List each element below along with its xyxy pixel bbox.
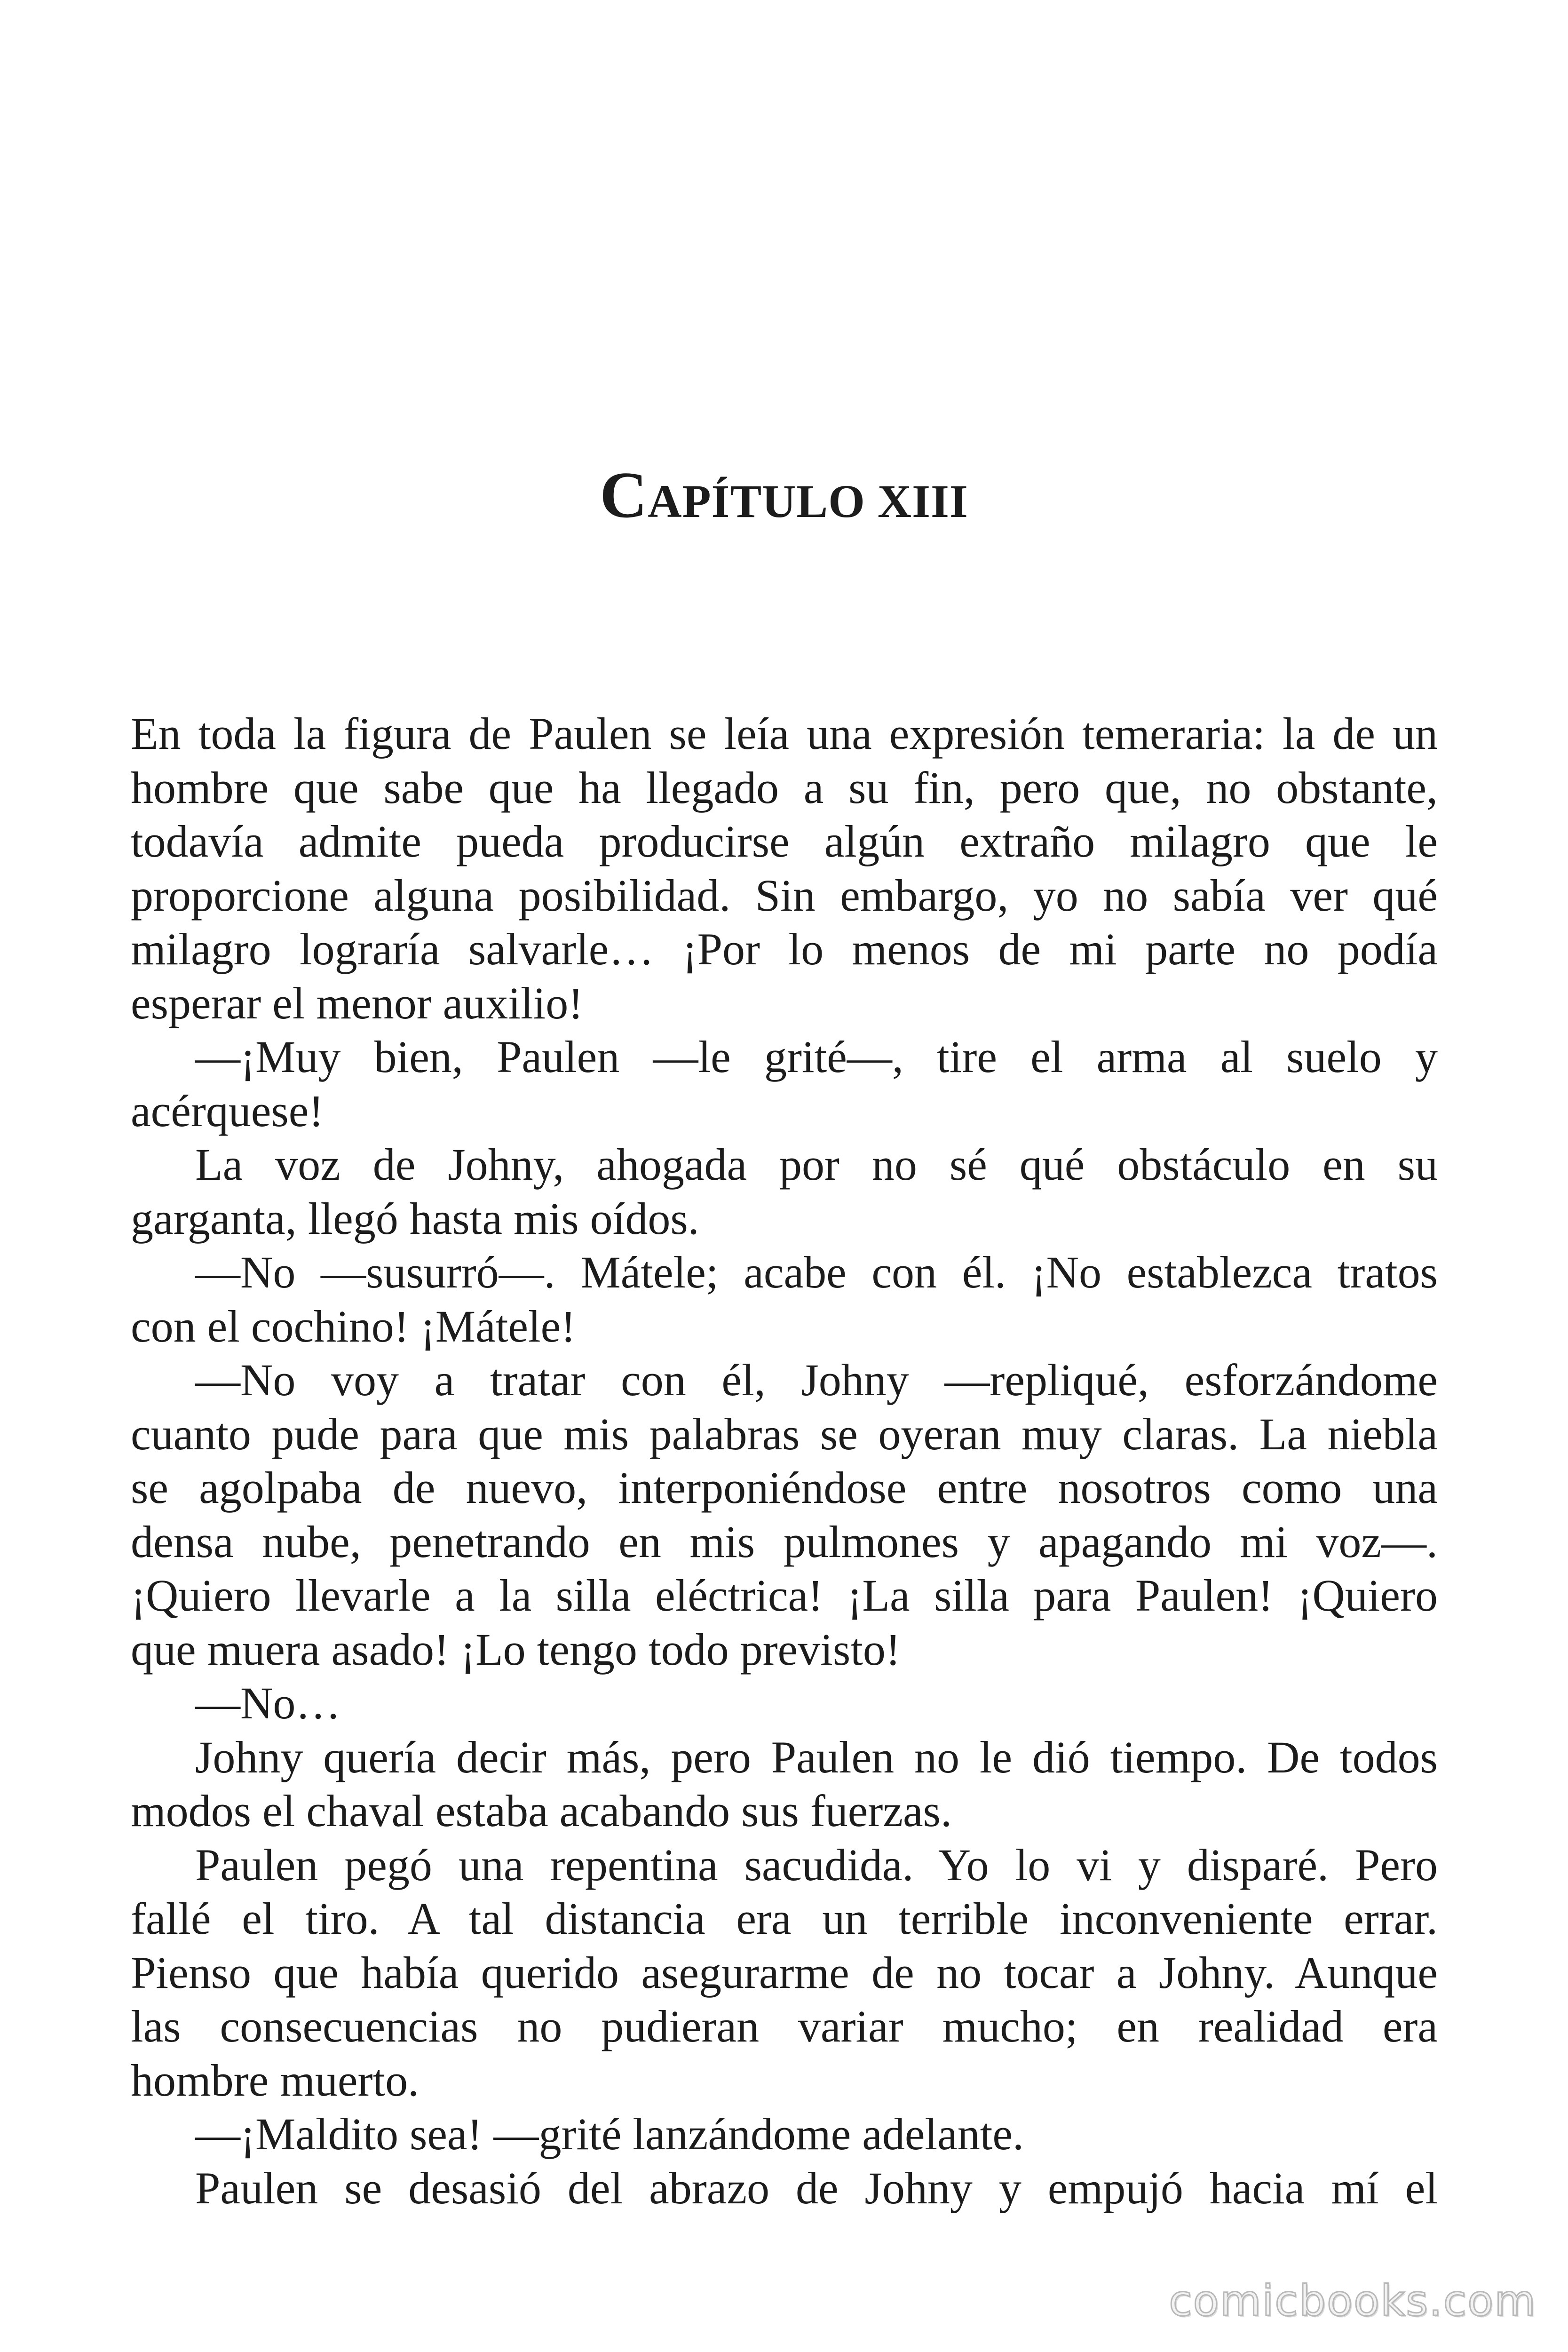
text-line: que muera asado! ¡Lo tengo todo previsto! (131, 1624, 901, 1675)
text-line: con el cochino! ¡Mátele! (131, 1301, 576, 1351)
text-line: —No voy a tratar con él, Johny —repliqué, esforzándome (195, 1355, 1438, 1405)
text-line: —¡Maldito sea! —grité lanzándome adelante. (195, 2109, 1024, 2159)
paragraph (131, 1731, 1438, 1838)
paragraph (131, 1138, 1438, 1246)
paragraph (131, 1246, 1438, 1353)
paragraph (131, 707, 1438, 1030)
text-line: Pienso que había querido asegurarme de no tocar a Johny. Aunque (131, 1947, 1438, 1998)
paragraph (131, 1030, 1438, 1138)
text-line: fallé el tiro. A tal distancia era un terrible inconveniente errar. (131, 1893, 1438, 1944)
text-line: hombre muerto. (131, 2055, 420, 2106)
chapter-body (131, 707, 1438, 2215)
text-line: esperar el menor auxilio! (131, 977, 584, 1028)
paragraph (131, 1838, 1438, 2108)
text-line: En toda la figura de Paulen se leía una expresión temeraria: la de un (131, 708, 1438, 759)
text-line: Paulen pegó una repentina sacudida. Yo lo vi y disparé. Pero (195, 1839, 1438, 1890)
text-line: milagro lograría salvarle… ¡Por lo menos de mi parte no podía (131, 924, 1438, 974)
text-line: se agolpaba de nuevo, interponiéndose entre nosotros como una (131, 1462, 1438, 1513)
text-line: hombre que sabe que ha llegado a su fin, pero que, no obstante, (131, 762, 1438, 813)
paragraph (131, 1677, 1438, 1731)
watermark: comicbooks.com (1169, 2276, 1536, 2326)
paragraph (131, 2161, 1438, 2216)
text-line: densa nube, penetrando en mis pulmones y apagando mi voz—. (131, 1516, 1438, 1567)
text-line: acérquese! (131, 1085, 324, 1136)
text-line: las consecuencias no pudieran variar mucho; en realidad era (131, 2001, 1438, 2051)
text-line: modos el chaval estaba acabando sus fuerzas. (131, 1786, 952, 1836)
text-line: Johny quería decir más, pero Paulen no le dió tiempo. De todos (195, 1732, 1438, 1782)
text-line: La voz de Johny, ahogada por no sé qué obstáculo en su (195, 1139, 1438, 1190)
text-line: todavía admite pueda producirse algún extraño milagro que le (131, 816, 1438, 866)
paragraph (131, 1353, 1438, 1677)
text-line: —No —susurró—. Mátele; acabe con él. ¡No establezca tratos (195, 1247, 1438, 1297)
text-line: —No… (195, 1678, 341, 1728)
text-line: cuanto pude para que mis palabras se oyeran muy claras. La niebla (131, 1408, 1438, 1459)
text-line: Paulen se desasió del abrazo de Johny y empujó hacia mí el (195, 2162, 1438, 2213)
text-line: —¡Muy bien, Paulen —le grité—, tire el arma al suelo y (195, 1032, 1438, 1082)
text-line: proporcione alguna posibilidad. Sin embargo, yo no sabía ver qué (131, 870, 1438, 921)
text-line: garganta, llegó hasta mis oídos. (131, 1193, 699, 1244)
paragraph (131, 2107, 1438, 2161)
chapter-title: CAPÍTULO XIII (600, 459, 968, 532)
text-line: ¡Quiero llevarle a la silla eléctrica! ¡La silla para Paulen! ¡Quiero (131, 1570, 1438, 1621)
